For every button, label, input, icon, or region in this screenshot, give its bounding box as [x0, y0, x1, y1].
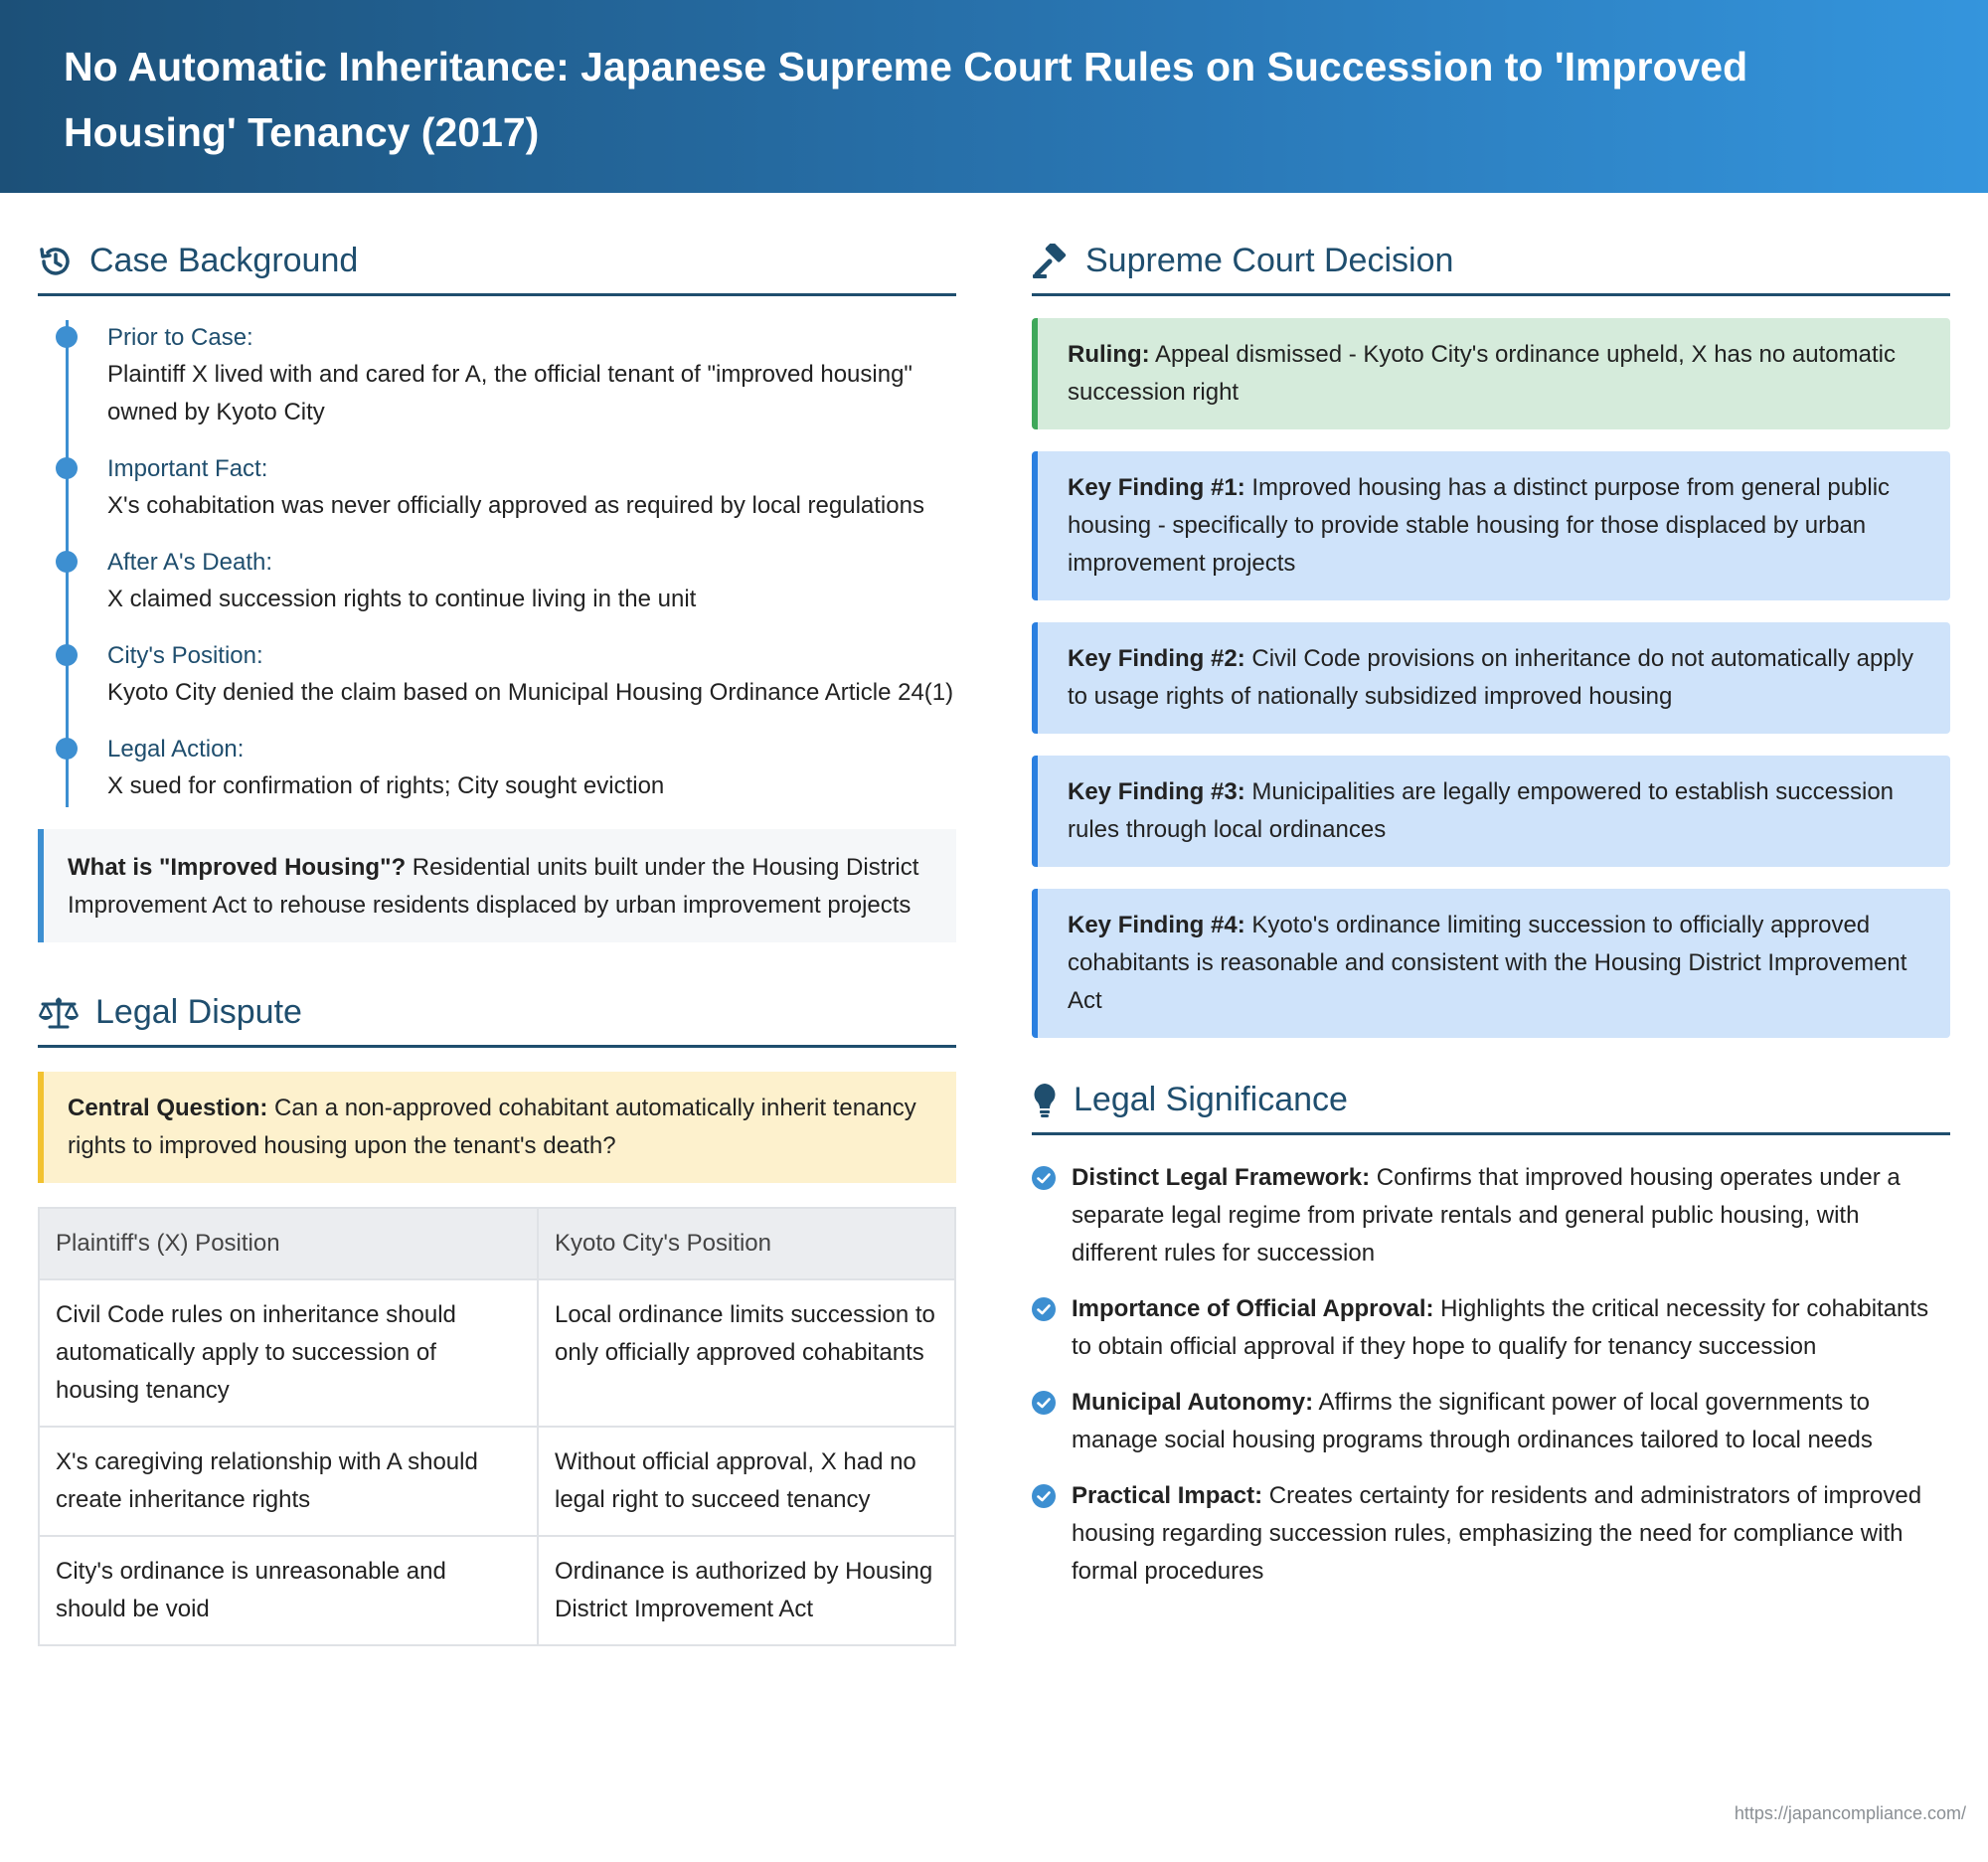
check-circle-icon [1032, 1391, 1056, 1415]
definition-label: What is "Improved Housing"? [68, 854, 407, 881]
history-icon [38, 244, 74, 279]
finding-text: Kyoto's ordinance limiting succession to officially approved cohabitants is reasonable and consistent with the Housing District Improvement Act [1068, 912, 1907, 1014]
ruling-box [1032, 318, 1950, 429]
timeline-item [107, 638, 956, 712]
positions-table [38, 1207, 956, 1646]
timeline-text: Plaintiff X lived with and cared for A, the official tenant of "improved housing" owned by Kyoto City [107, 361, 912, 425]
check-circle-icon [1032, 1166, 1056, 1190]
case-background-heading [38, 229, 956, 296]
finding-label: Key Finding #4: [1068, 912, 1245, 938]
check-circle-icon [1032, 1484, 1056, 1508]
finding-label: Key Finding #1: [1068, 474, 1245, 501]
item-text: Creates certainty for residents and administrators of improved housing regarding succession rules, emphasizing the need for compliance with formal procedures [1072, 1482, 1922, 1585]
table-row [39, 1536, 955, 1645]
item-text: Highlights the critical necessity for cohabitants to obtain official approval if they hope to qualify for tenancy succession [1072, 1295, 1929, 1360]
list-item [1032, 1159, 1950, 1272]
left-column [38, 229, 956, 1646]
timeline-item [107, 545, 956, 618]
timeline-label: Prior to Case: [107, 324, 253, 351]
key-finding-box [1032, 756, 1950, 867]
finding-label: Key Finding #3: [1068, 778, 1245, 805]
timeline-text: Kyoto City denied the claim based on Municipal Housing Ordinance Article 24(1) [107, 679, 954, 706]
check-circle-icon [1032, 1297, 1056, 1321]
section-title-text: Legal Dispute [95, 993, 302, 1031]
timeline-text: X claimed succession rights to continue living in the unit [107, 586, 697, 612]
table-cell: X's caregiving relationship with A should create inheritance rights [39, 1427, 538, 1536]
timeline-label: Important Fact: [107, 455, 268, 482]
table-cell: Civil Code rules on inheritance should automatically apply to succession of housing tenancy [39, 1279, 538, 1427]
lightbulb-icon [1032, 1082, 1058, 1119]
question-text: Can a non-approved cohabitant automatically inherit tenancy rights to improved housing upon the tenant's death? [68, 1095, 916, 1159]
definition-text: Residential units built under the Housing District Improvement Act to rehouse residents displaced by urban improvement projects [68, 854, 919, 919]
finding-text: Civil Code provisions on inheritance do not automatically apply to usage rights of nationally subsidized improved housing [1068, 645, 1914, 710]
page-header [0, 0, 1988, 193]
list-item [1032, 1477, 1950, 1591]
gavel-icon [1032, 244, 1070, 279]
timeline-label: After A's Death: [107, 549, 272, 576]
timeline-item [107, 732, 956, 805]
column-header-plaintiff: Plaintiff's (X) Position [39, 1208, 538, 1279]
timeline-text: X's cohabitation was never officially approved as required by local regulations [107, 492, 924, 519]
list-item [1032, 1290, 1950, 1366]
section-title-text: Case Background [89, 242, 359, 279]
finding-text: Improved housing has a distinct purpose from general public housing - specifically to provide stable housing for those displaced by urban improvement projects [1068, 474, 1891, 577]
supreme-court-decision-heading [1032, 229, 1950, 296]
balance-scale-icon [38, 996, 80, 1030]
key-finding-box [1032, 622, 1950, 734]
legal-significance-heading [1032, 1068, 1950, 1135]
table-cell: City's ordinance is unreasonable and should be void [39, 1536, 538, 1645]
legal-dispute-heading [38, 980, 956, 1048]
central-question [38, 1072, 956, 1183]
section-title-text: Legal Significance [1074, 1081, 1348, 1118]
finding-label: Key Finding #2: [1068, 645, 1245, 672]
section-title-text: Supreme Court Decision [1085, 242, 1454, 279]
timeline-item [107, 451, 956, 525]
item-text: Confirms that improved housing operates under a separate legal regime from private rentals and general public housing, with different rules for succession [1072, 1164, 1901, 1267]
key-finding-box [1032, 889, 1950, 1038]
table-row [39, 1279, 955, 1427]
significance-list [1032, 1159, 1950, 1591]
item-label: Practical Impact: [1072, 1482, 1263, 1509]
question-label: Central Question: [68, 1095, 268, 1121]
item-label: Importance of Official Approval: [1072, 1295, 1434, 1322]
case-timeline [38, 320, 956, 805]
timeline-item [107, 320, 956, 431]
table-row [39, 1427, 955, 1536]
table-cell: Local ordinance limits succession to only officially approved cohabitants [538, 1279, 955, 1427]
item-label: Distinct Legal Framework: [1072, 1164, 1371, 1191]
ruling-label: Ruling: [1068, 341, 1150, 368]
right-column [1032, 229, 1950, 1608]
table-cell: Without official approval, X had no legal right to succeed tenancy [538, 1427, 955, 1536]
list-item [1032, 1384, 1950, 1459]
timeline-text: X sued for confirmation of rights; City sought eviction [107, 772, 665, 799]
key-finding-box [1032, 451, 1950, 600]
improved-housing-definition [38, 829, 956, 942]
finding-text: Municipalities are legally empowered to establish succession rules through local ordinances [1068, 778, 1895, 843]
column-header-city: Kyoto City's Position [538, 1208, 955, 1279]
ruling-text: Appeal dismissed - Kyoto City's ordinance upheld, X has no automatic succession right [1068, 341, 1896, 406]
source-url[interactable]: https://japancompliance.com/ [1734, 1803, 1966, 1823]
item-label: Municipal Autonomy: [1072, 1389, 1314, 1416]
item-text: Affirms the significant power of local governments to manage social housing programs through ordinances tailored to local needs [1072, 1389, 1873, 1453]
timeline-label: City's Position: [107, 642, 263, 669]
timeline-label: Legal Action: [107, 736, 245, 762]
table-cell: Ordinance is authorized by Housing District Improvement Act [538, 1536, 955, 1645]
table-header-row [39, 1208, 955, 1279]
page-title: No Automatic Inheritance: Japanese Supreme Court Rules on Succession to 'Improved Housing' Tenancy (2017) [64, 44, 1748, 155]
